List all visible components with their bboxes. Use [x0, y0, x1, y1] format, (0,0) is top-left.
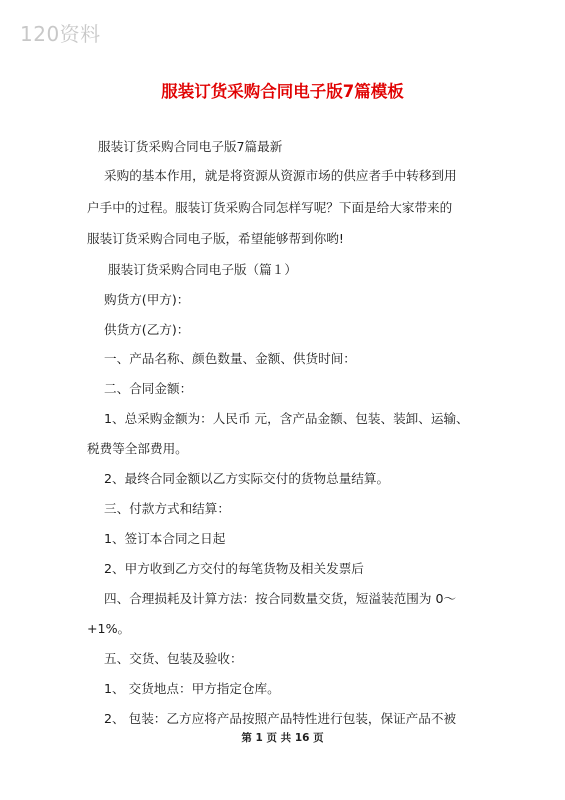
section-heading: 服装订货采购合同电子版（篇１） — [108, 262, 297, 277]
paragraph-line: 2、甲方收到乙方交付的每笔货物及相关发票后 — [104, 561, 364, 576]
paragraph-line: 供货方(乙方)： — [104, 322, 190, 337]
paragraph-line: 户手中的过程。服装订货采购合同怎样写呢？下面是给大家带来的 — [87, 200, 453, 215]
paragraph-line: 2、最终合同金额以乙方实际交付的货物总量结算。 — [104, 471, 390, 486]
document-title: 服装订货采购合同电子版7篇模板 — [161, 82, 404, 101]
paragraph-line: 1、 交货地点：甲方指定仓库。 — [104, 681, 280, 696]
paragraph-line: 税费等全部费用。 — [87, 441, 188, 456]
paragraph-line: 1、总采购金额为：人民币 元，含产品金额、包装、装卸、运输、 — [104, 411, 469, 426]
paragraph-line: 一、产品名称、颜色数量、金额、供货时间： — [104, 351, 356, 366]
paragraph-line: 二、合同金额： — [104, 381, 193, 396]
watermark: 120资料 — [20, 22, 101, 46]
paragraph-line: 三、付款方式和结算： — [104, 501, 230, 516]
paragraph-line: 服装订货采购合同电子版7篇最新 — [98, 139, 283, 154]
paragraph-line: 服装订货采购合同电子版，希望能够帮到你哟! — [87, 231, 344, 246]
paragraph-line: 四、合理损耗及计算方法：按合同数量交货，短溢装范围为 0～ — [104, 591, 457, 606]
paragraph-line: 五、交货、包装及验收： — [104, 651, 243, 666]
paragraph-line: 采购的基本作用，就是将资源从资源市场的供应者手中转移到用 — [104, 168, 457, 183]
paragraph-line: 2、 包装：乙方应将产品按照产品特性进行包装，保证产品不被 — [104, 711, 457, 726]
paragraph-line: 购货方(甲方)： — [104, 292, 190, 307]
paragraph-line: +1%。 — [87, 621, 131, 636]
page-footer: 第 1 页 共 16 页 — [241, 732, 324, 744]
paragraph-line: 1、签订本合同之日起 — [104, 531, 226, 546]
